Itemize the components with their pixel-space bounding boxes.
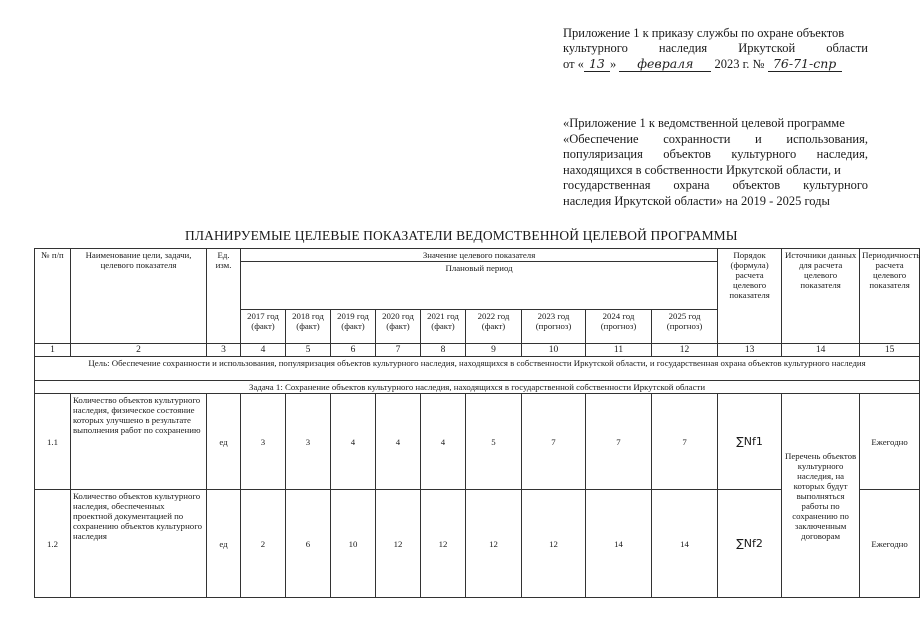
appendix-line-1: Приложение 1 к приказу службы по охране объектов — [563, 26, 845, 40]
handwritten-number: 76-71-спр — [768, 56, 842, 72]
row-unit: ед — [207, 490, 241, 598]
year-header: 2020 год (факт) — [376, 310, 421, 344]
year-header: 2022 год (факт) — [466, 310, 522, 344]
handwritten-day: 13 — [584, 56, 610, 72]
header-row-1 — [35, 249, 920, 262]
header-value: Значение целевого показателя — [241, 249, 718, 262]
year-header: 2025 год (прогноз) — [652, 310, 718, 344]
year-header: 2024 год (прогноз) — [586, 310, 652, 344]
appendix-reference — [563, 26, 868, 72]
row-value: 7 — [652, 394, 718, 490]
header-source: Источники данных для расчета целевого показателя — [782, 249, 860, 344]
task-row — [35, 381, 920, 394]
task-text: Задача 1: Сохранение объектов культурного наследия, находящихся в государственной собственности Иркутской области — [35, 381, 920, 394]
row-value: 7 — [586, 394, 652, 490]
row-formula: ∑Nf2 — [718, 490, 782, 598]
row-value: 4 — [331, 394, 376, 490]
row-num: 1.2 — [35, 490, 71, 598]
row-value: 12 — [421, 490, 466, 598]
header-name: Наименование цели, задачи, целевого показателя — [71, 249, 207, 344]
header-plan-period: Плановый период — [241, 262, 718, 310]
row-value: 12 — [376, 490, 421, 598]
row-unit: ед — [207, 394, 241, 490]
column-numbers-row: 1 2 3 4 5 6 7 8 9 10 11 12 13 14 15 — [35, 344, 920, 357]
year-header: 2023 год (прогноз) — [522, 310, 586, 344]
handwritten-month: февраля — [619, 56, 711, 72]
year-header: 2019 год (факт) — [331, 310, 376, 344]
row-value: 3 — [241, 394, 286, 490]
target-indicators-table — [34, 248, 920, 598]
row-value: 4 — [421, 394, 466, 490]
row-value: 14 — [586, 490, 652, 598]
data-source-merged: Перечень объектов культурного наследия, на которых будут выполняться работы по сохранению по заключенным договорам — [782, 394, 860, 598]
table-row — [35, 394, 920, 490]
row-value: 5 — [466, 394, 522, 490]
year-header: 2017 год (факт) — [241, 310, 286, 344]
goal-text: Цель: Обеспечение сохранности и использования, популяризация объектов культурного наследия, находящихся в собственности Иркутской области, и государственная охрана объектов культурного наследия — [35, 357, 920, 381]
row-value: 10 — [331, 490, 376, 598]
row-value: 3 — [286, 394, 331, 490]
year-header: 2021 год (факт) — [421, 310, 466, 344]
appendix-line-2: культурного наследия Иркутской области — [563, 41, 868, 55]
row-value: 6 — [286, 490, 331, 598]
row-periodicity: Ежегодно — [860, 394, 920, 490]
row-value: 14 — [652, 490, 718, 598]
document-title: ПЛАНИРУЕМЫЕ ЦЕЛЕВЫЕ ПОКАЗАТЕЛИ ВЕДОМСТВЕННОЙ ЦЕЛЕВОЙ ПРОГРАММЫ — [185, 228, 738, 243]
row-value: 7 — [522, 394, 586, 490]
row-num: 1.1 — [35, 394, 71, 490]
row-name: Количество объектов культурного наследия, обеспеченных проектной документацией по сохранению объектов культурного наследия — [71, 490, 207, 598]
appendix-date-line: от « 13 » февраля 2023 г. № 76-71-спр — [563, 56, 868, 72]
header-num: № п/п — [35, 249, 71, 344]
row-value: 4 — [376, 394, 421, 490]
year-header: 2018 год (факт) — [286, 310, 331, 344]
header-order: Порядок (формула) расчета целевого показателя — [718, 249, 782, 344]
header-unit: Ед. изм. — [207, 249, 241, 344]
program-quote: «Приложение 1 к ведомственной целевой программе «Обеспечение сохранности и использования, популяризация объектов культурного наследия, находящихся в собственности Иркутской области, и государственная охрана объектов культурного наследия Иркутской области» на 2019 - 2025 годы — [563, 116, 868, 208]
header-periodicity: Периодичность расчета целевого показателя — [860, 249, 920, 344]
row-periodicity: Ежегодно — [860, 490, 920, 598]
row-value: 2 — [241, 490, 286, 598]
row-name: Количество объектов культурного наследия, физическое состояние которых улучшено в результате выполнения работ по сохранению — [71, 394, 207, 490]
row-value: 12 — [522, 490, 586, 598]
row-value: 12 — [466, 490, 522, 598]
goal-row — [35, 357, 920, 381]
row-formula: ∑Nf1 — [718, 394, 782, 490]
